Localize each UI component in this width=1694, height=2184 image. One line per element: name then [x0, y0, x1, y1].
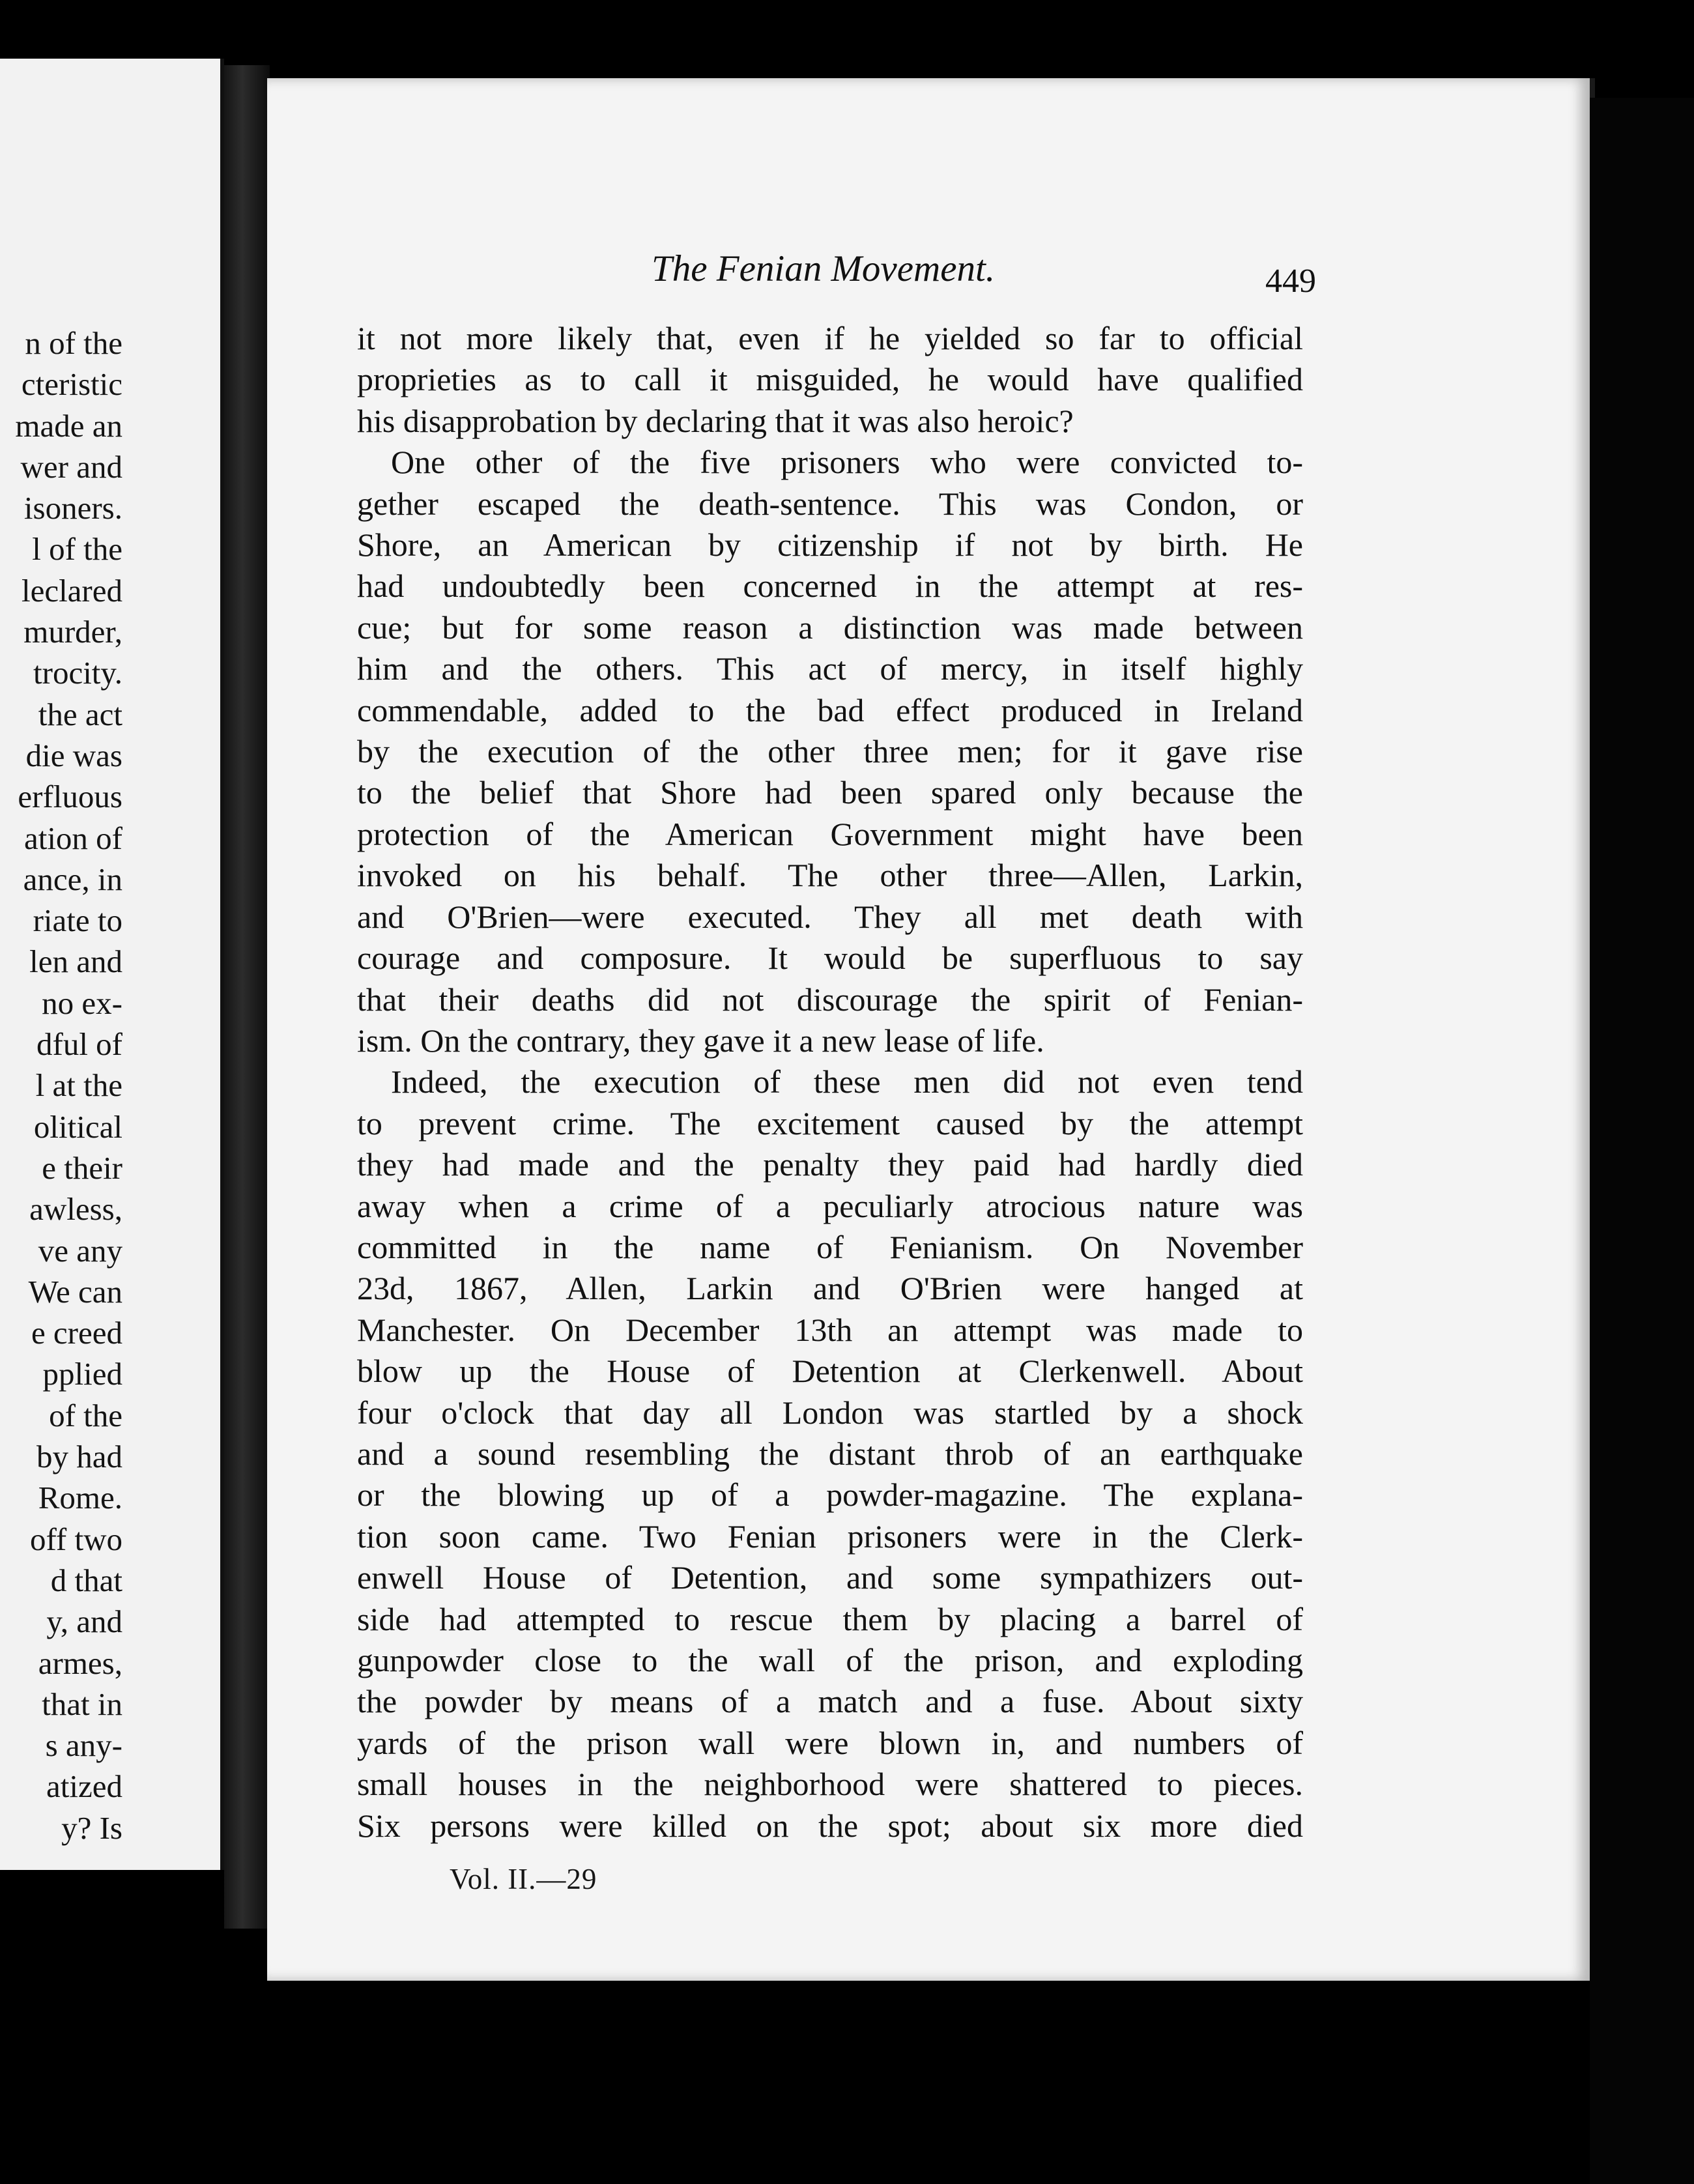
- signature-mark: Vol. II.—29: [450, 1863, 597, 1895]
- scan-border: [1590, 98, 1694, 2184]
- text-line: commendable, added to the bad effect produced in Ireland: [357, 691, 1303, 728]
- left-page-line: by had: [36, 1439, 122, 1475]
- text-line: 23d, 1867, Allen, Larkin and O'Brien were hanged at: [357, 1270, 1303, 1307]
- text-line: and O'Brien—were executed. They all met death with: [357, 898, 1303, 935]
- text-line: ism. On the contrary, they gave it a new lease of life.: [357, 1022, 1044, 1059]
- running-head: [352, 248, 1316, 300]
- left-page-line: l of the: [32, 531, 122, 568]
- text-line: to prevent crime. The excitement caused by the attempt: [357, 1104, 1303, 1142]
- left-page-line: y, and: [46, 1603, 122, 1640]
- text-line: and a sound resembling the distant throb of an earthquake: [357, 1435, 1303, 1472]
- left-page: [0, 59, 224, 1870]
- left-page-text-fragments: [5, 323, 122, 1848]
- text-line: Indeed, the execution of these men did not even tend: [391, 1063, 1303, 1100]
- left-page-line: erfluous: [18, 779, 122, 815]
- left-page-line: no ex-: [42, 984, 122, 1021]
- left-page-line: atized: [46, 1768, 122, 1805]
- text-line: side had attempted to rescue them by placing a barrel of: [357, 1600, 1303, 1637]
- text-line: to the belief that Shore had been spared only because the: [357, 774, 1303, 811]
- left-page-line: wer and: [20, 448, 122, 485]
- text-line: committed in the name of Fenianism. On November: [357, 1228, 1303, 1265]
- text-line: small houses in the neighborhood were shattered to pieces.: [357, 1766, 1303, 1803]
- running-title: The Fenian Movement.: [652, 248, 996, 289]
- left-page-line: l at the: [35, 1067, 122, 1104]
- text-line: enwell House of Detention, and some sympathizers out-: [357, 1559, 1303, 1596]
- page-number: 449: [1265, 263, 1316, 300]
- left-page-line: olitical: [33, 1108, 122, 1145]
- left-page-line: ation of: [23, 820, 122, 856]
- text-line: protection of the American Government might have been: [357, 815, 1303, 852]
- text-line: yards of the prison wall were blown in, and numbers of: [357, 1724, 1303, 1761]
- left-page-line: n of the: [25, 325, 122, 361]
- text-line: the powder by means of a match and a fuse. About sixty: [357, 1683, 1303, 1720]
- left-page-line: off two: [30, 1521, 122, 1557]
- text-line: gunpowder close to the wall of the prison, and exploding: [357, 1642, 1303, 1678]
- text-line: gether escaped the death-sentence. This was Condon, or: [357, 485, 1303, 522]
- left-page-line: s any-: [45, 1727, 122, 1764]
- text-line: four o'clock that day all London was startled by a shock: [357, 1394, 1303, 1431]
- left-page-line: the act: [38, 696, 122, 732]
- text-line: cue; but for some reason a distinction was made between: [357, 609, 1303, 646]
- left-page-line: d that: [50, 1562, 122, 1598]
- text-line: him and the others. This act of mercy, in itself highly: [357, 650, 1303, 687]
- text-line: his disapprobation by declaring that it was also heroic?: [357, 402, 1074, 439]
- text-line: courage and composure. It would be superfluous to say: [357, 940, 1303, 977]
- left-page-line: isoners.: [23, 490, 122, 526]
- left-page-line: leclared: [21, 572, 122, 609]
- left-page-line: trocity.: [33, 655, 122, 691]
- text-line: One other of the five prisoners who were convicted to-: [391, 444, 1303, 481]
- text-line: away when a crime of a peculiarly atrocious nature was: [357, 1187, 1303, 1224]
- left-page-line: ve any: [38, 1232, 122, 1269]
- text-line: by the execution of the other three men; for it gave rise: [357, 733, 1303, 770]
- left-page-line: dful of: [36, 1026, 122, 1063]
- left-page-line: awless,: [29, 1191, 122, 1228]
- left-page-line: Rome.: [38, 1480, 122, 1516]
- text-line: or the blowing up of a powder-magazine. The explana-: [357, 1476, 1303, 1514]
- text-line: invoked on his behalf. The other three—Allen, Larkin,: [357, 857, 1303, 894]
- left-page-line: die was: [25, 737, 122, 773]
- text-line: blow up the House of Detention at Clerkenwell. About: [357, 1353, 1303, 1390]
- left-page-line: that in: [42, 1686, 122, 1722]
- text-line: Shore, an American by citizenship if not by birth. He: [357, 526, 1303, 564]
- text-line: Manchester. On December 13th an attempt was made to: [357, 1311, 1303, 1348]
- left-page-line: cteristic: [21, 366, 122, 403]
- text-line: Six persons were killed on the spot; about six more died: [357, 1807, 1303, 1844]
- text-line: had undoubtedly been concerned in the attempt at res-: [357, 568, 1303, 605]
- book-gutter: [224, 65, 270, 1929]
- text-line: it not more likely that, even if he yielded so far to official: [357, 320, 1303, 356]
- left-page-line: murder,: [23, 614, 122, 650]
- left-page-line: pplied: [42, 1356, 122, 1392]
- text-line: tion soon came. Two Fenian prisoners were in the Clerk-: [357, 1517, 1303, 1555]
- left-page-line: made an: [15, 407, 122, 444]
- left-page-line: len and: [29, 943, 122, 980]
- text-line: they had made and the penalty they paid had hardly died: [357, 1146, 1303, 1183]
- left-page-line: of the: [49, 1397, 122, 1433]
- left-page-line: e their: [42, 1149, 122, 1186]
- text-line: proprieties as to call it misguided, he would have qualified: [357, 361, 1303, 398]
- left-page-line: We can: [28, 1273, 122, 1310]
- left-page-line: ance, in: [23, 861, 122, 897]
- left-page-line: armes,: [38, 1645, 122, 1681]
- body-text: [357, 318, 1303, 1846]
- left-page-line: e creed: [31, 1315, 122, 1351]
- left-page-line: riate to: [33, 902, 122, 939]
- text-line: that their deaths did not discourage the spirit of Fenian-: [357, 981, 1303, 1018]
- left-page-line: y? Is: [61, 1809, 122, 1846]
